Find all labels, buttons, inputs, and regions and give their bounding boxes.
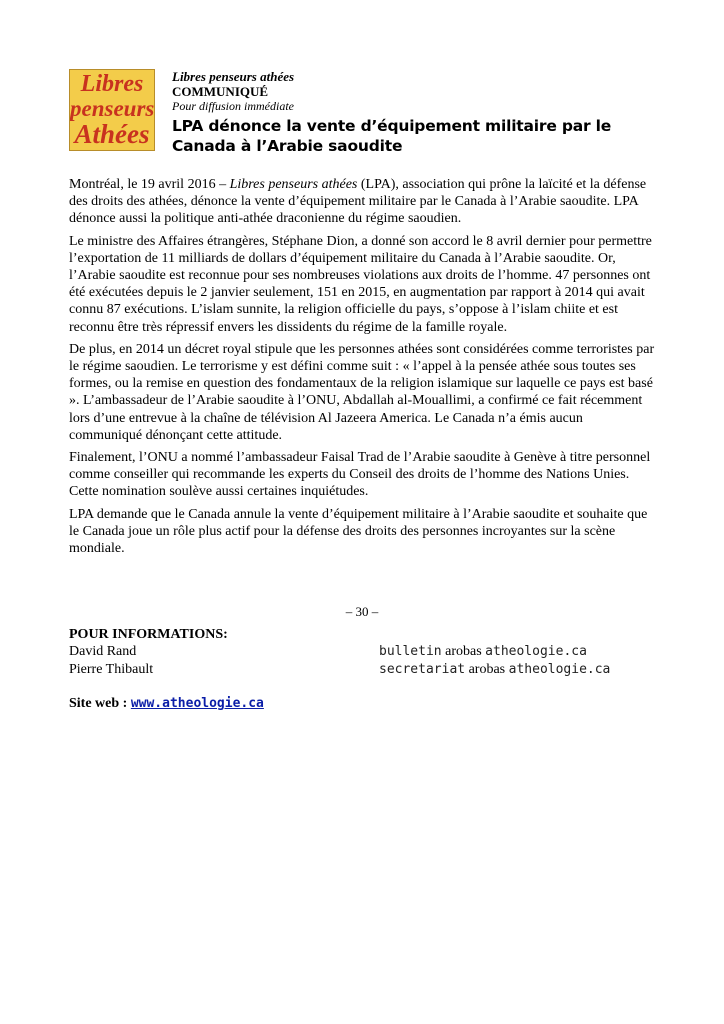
website-link[interactable]: www.atheologie.ca	[130, 696, 264, 711]
paragraph-4: Finalement, l’ONU a nommé l’ambassadeur Faisal Trad de l’Arabie saoudite à Genève à titre personnel comme conseiller qui recommande les experts du Conseil des droits de l’homme des Nations Unies. Cette nomination soulève aussi certaines inquiétudes.	[69, 450, 651, 500]
contact-row	[69, 643, 669, 661]
email-user: secretariat	[379, 662, 466, 677]
release-header	[172, 70, 672, 156]
email-separator: arobas	[441, 644, 486, 659]
document-type: COMMUNIQUÉ	[172, 84, 269, 99]
paragraph-5: LPA demande que le Canada annule la vente d’équipement militaire à l’Arabie saoudite et souhaite que le Canada joue un rôle plus actif pour la défense des droits des personnes incroyantes sur la scène mondiale.	[69, 506, 648, 557]
contact-name: Pierre Thibault	[69, 662, 154, 677]
release-body	[69, 176, 655, 562]
organization-name: Libres penseurs athées	[172, 69, 295, 84]
logo-line-1: Libres	[80, 71, 144, 97]
paragraph-2: Le ministre des Affaires étrangères, Stéphane Dion, a donné son accord le 8 avril dernier pour permettre l’exportation de 11 milliards de dollars d’équipement militaire du Canada à l’Arabie saoudite. Or, l’Arabie saoudite est reconnue pour ses nombreuses violations aux droits de l’homme. 47 personnes ont été exécutées depuis le 2 janvier seulement, 151 en 2015, en augmentation par rapport à 2014 qui avait connu 87 exécutions. L’islam sunnite, la religion officielle du pays, s’oppose à l’islam chiite et est reconnu être très répressif envers les dissidents du régime de la famille royale.	[69, 233, 652, 335]
end-marker: – 30 –	[345, 604, 379, 619]
contact-row	[69, 661, 669, 679]
paragraph-1-rest: (LPA), association qui prône la laïcité et la défense des droits des athées, dénonce la vente d’équipement militaire par le Canada à l’Arabie saoudite. LPA dénonce aussi la politique anti-athée draconienne du régime saoudien.	[69, 177, 647, 227]
contact-info	[69, 626, 669, 679]
paragraph-1-org: Libres penseurs athées	[229, 177, 358, 192]
contact-heading: POUR INFORMATIONS:	[69, 627, 228, 642]
website-label: Site web :	[69, 696, 131, 711]
release-notice: Pour diffusion immédiate	[172, 99, 294, 113]
contact-email	[379, 661, 610, 678]
logo-line-3: Athées	[74, 119, 150, 149]
email-user: bulletin	[379, 644, 442, 659]
paragraph-1-prefix: Montréal, le 19 avril 2016 –	[69, 177, 230, 192]
website-line	[69, 696, 264, 712]
lpa-logo	[69, 69, 155, 151]
email-domain: atheologie.ca	[508, 662, 611, 677]
email-separator: arobas	[465, 662, 509, 677]
paragraph-3: De plus, en 2014 un décret royal stipule que les personnes athées sont considérées comme terroristes par le régime saoudien. Le terrorisme y est défini comme suit : « l’appel à la pensée athée sous toutes ses formes, ou la remise en question des fondamentaux de la religion islamique sur laquelle ce pays est basé ». L’ambassadeur de l’Arabie saoudite à l’ONU, Abdallah al-Mouallimi, a confirmé ce fait récemment lors d’une entrevue à la chaîne de télévision Al Jazeera America. Le Canada n’a émis aucun communiqué dénonçant cette attitude.	[69, 341, 655, 443]
email-domain: atheologie.ca	[485, 644, 587, 659]
contact-name: David Rand	[69, 644, 137, 659]
paragraph-1	[69, 176, 655, 228]
logo-line-2: penseurs	[70, 96, 155, 121]
release-title: LPA dénonce la vente d’équipement militaire par le Canada à l’Arabie saoudite	[172, 117, 612, 155]
contact-email	[379, 643, 587, 660]
